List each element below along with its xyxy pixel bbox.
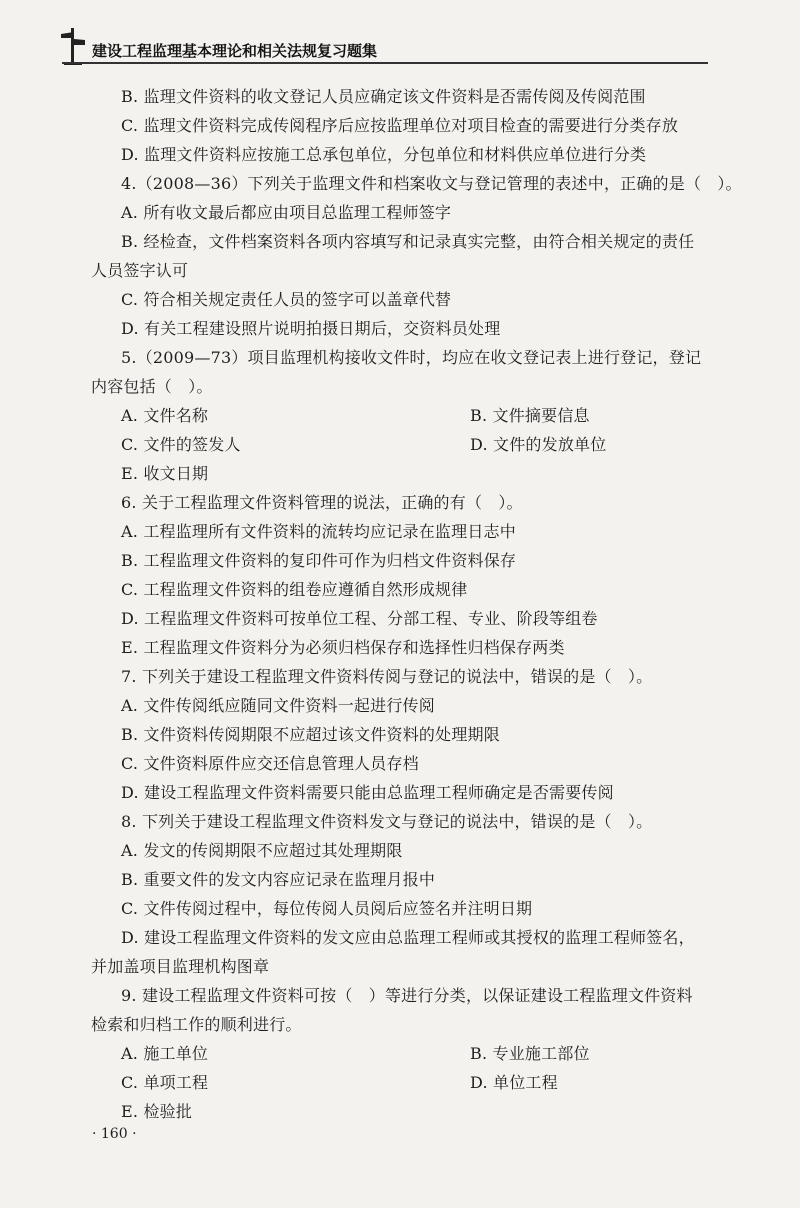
question-stem: 6. 关于工程监理文件资料管理的说法，正确的有（ ）。 [121,493,523,512]
signpost-logo-icon [58,26,88,66]
option-continuation: 人员签字认可 [91,261,189,280]
option-line: B. 文件摘要信息 [470,406,590,425]
header-rule [62,62,708,64]
option-line: A. 文件传阅纸应随同文件资料一起进行传阅 [121,696,435,715]
option-line: A. 所有收文最后都应由项目总监理工程师签字 [121,203,452,222]
option-line: B. 重要文件的发文内容应记录在监理月报中 [121,870,436,889]
option-line: B. 专业施工部位 [470,1044,590,1063]
option-line: D. 有关工程建设照片说明拍摄日期后，交资料员处理 [121,319,501,338]
option-line: E. 检验批 [121,1102,193,1121]
option-line: A. 发文的传阅期限不应超过其处理期限 [121,841,403,860]
option-line: B. 经检查，文件档案资料各项内容填写和记录真实完整，由符合相关规定的责任 [121,232,695,251]
option-line: A. 施工单位 [121,1044,209,1063]
option-line: C. 文件资料原件应交还信息管理人员存档 [121,754,419,773]
option-line: D. 单位工程 [470,1073,558,1092]
running-header [58,26,708,68]
question-stem-continuation: 检索和归档工作的顺利进行。 [91,1015,302,1034]
option-line: A. 文件名称 [121,406,209,425]
question-stem: 5.（2009—73）项目监理机构接收文件时，均应在收文登记表上进行登记，登记 [121,348,702,367]
page-number: · 160 · [92,1126,137,1142]
option-line: C. 工程监理文件资料的组卷应遵循自然形成规律 [121,580,468,599]
option-line: E. 工程监理文件资料分为必须归档保存和选择性归档保存两类 [121,638,565,657]
option-line: E. 收文日期 [121,464,209,483]
option-line: B. 监理文件资料的收文登记人员应确定该文件资料是否需传阅及传阅范围 [121,87,646,106]
option-line: C. 单项工程 [121,1073,209,1092]
question-stem-continuation: 内容包括（ ）。 [91,377,213,396]
option-line: D. 文件的发放单位 [470,435,607,454]
option-line: B. 文件资料传阅期限不应超过该文件资料的处理期限 [121,725,500,744]
question-stem: 7. 下列关于建设工程监理文件资料传阅与登记的说法中，错误的是（ ）。 [121,667,653,686]
option-line: C. 文件传阅过程中，每位传阅人员阅后应签名并注明日期 [121,899,533,918]
option-line: D. 监理文件资料应按施工总承包单位，分包单位和材料供应单位进行分类 [121,145,647,164]
option-line: C. 文件的签发人 [121,435,241,454]
option-line: D. 工程监理文件资料可按单位工程、分部工程、专业、阶段等组卷 [121,609,598,628]
question-stem: 4.（2008—36）下列关于监理文件和档案收文与登记管理的表述中，正确的是（ ）。 [121,174,742,193]
book-title: 建设工程监理基本理论和相关法规复习题集 [92,42,378,60]
option-line: C. 监理文件资料完成传阅程序后应按监理单位对项目检查的需要进行分类存放 [121,116,679,135]
option-line: C. 符合相关规定责任人员的签字可以盖章代替 [121,290,452,309]
option-line: D. 建设工程监理文件资料需要只能由总监理工程师确定是否需要传阅 [121,783,614,802]
option-line: A. 工程监理所有文件资料的流转均应记录在监理日志中 [121,522,516,541]
question-stem: 8. 下列关于建设工程监理文件资料发文与登记的说法中，错误的是（ ）。 [121,812,653,831]
option-continuation: 并加盖项目监理机构图章 [91,957,270,976]
option-line: B. 工程监理文件资料的复印件可作为归档文件资料保存 [121,551,517,570]
option-line: D. 建设工程监理文件资料的发文应由总监理工程师或其授权的监理工程师签名， [121,928,695,947]
question-stem: 9. 建设工程监理文件资料可按（ ）等进行分类，以保证建设工程监理文件资料 [121,986,693,1005]
